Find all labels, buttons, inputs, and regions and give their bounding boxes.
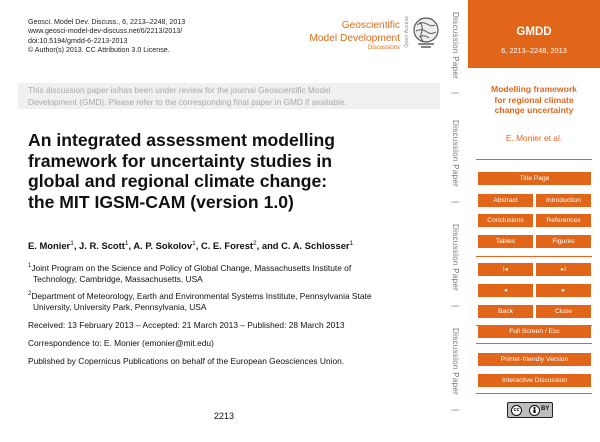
first-page-button[interactable]: I◂	[478, 263, 533, 276]
affiliation	[28, 289, 438, 314]
references-button[interactable]: References	[536, 214, 591, 227]
side-label: Discussion Paper	[451, 120, 460, 188]
author-name: C. E. Forest	[200, 240, 254, 252]
cc-icon: cc	[511, 405, 522, 416]
conclusions-button[interactable]: Conclusions	[478, 214, 533, 227]
person-icon	[530, 406, 539, 415]
author-affiliation-mark: 1	[349, 240, 354, 247]
citation-doi[interactable]: doi:10.5194/gmdd-6-2213-2013	[28, 36, 128, 45]
affiliation-text: Technology, Cambridge, Massachusetts, USA	[33, 274, 203, 285]
side-label: Discussion Paper	[451, 328, 460, 396]
review-line: Development (GMD). Please refer to the corresponding final paper in GMD if available.	[28, 97, 347, 107]
affiliation-text: University, University Park, Pennsylvania, USA	[33, 302, 207, 313]
author-separator: , and	[256, 240, 282, 252]
journal-volume: 6, 2213–2248, 2013	[501, 46, 567, 55]
correspondence: Correspondence to: E. Monier (emonier@mit.edu)	[28, 338, 214, 348]
author-list	[28, 240, 438, 251]
short-title-line: for regional climate	[494, 94, 574, 105]
next-page-button[interactable]: ▸	[536, 284, 591, 297]
affiliation	[28, 261, 438, 286]
author-affiliation-mark: 2	[253, 240, 257, 247]
title-line: An integrated assessment modelling	[28, 130, 335, 150]
author-name: E. Monier	[28, 240, 71, 252]
affiliation-mark: 1	[28, 263, 32, 269]
publisher-note: Published by Copernicus Publications on behalf of the European Geosciences Union.	[28, 356, 345, 366]
journal-name: GMDD	[516, 26, 552, 38]
cc-license-badge[interactable]	[507, 402, 553, 418]
attribution-icon	[529, 405, 540, 416]
title-page-button[interactable]: Title Page	[478, 172, 591, 185]
affiliation-text: Department of Meteorology, Earth and Environmental Systems Institute, Pennsylvania State	[31, 290, 372, 301]
introduction-button[interactable]: Introduction	[536, 194, 591, 207]
fullscreen-button[interactable]: Full Screen / Esc	[478, 325, 591, 338]
journal-logo	[290, 14, 440, 56]
panel-divider	[476, 256, 592, 257]
page-number: 2213	[214, 411, 235, 421]
short-title-line: Modelling framework	[491, 84, 577, 94]
author-affiliation-mark: 1	[192, 240, 196, 247]
panel-divider	[476, 343, 592, 344]
logo-line-2: Model Development	[309, 33, 400, 44]
author-affiliation-mark: 1	[70, 240, 74, 247]
tables-button[interactable]: Tables	[478, 235, 533, 248]
globe-logo-icon	[412, 16, 440, 50]
author-separator: ,	[128, 240, 134, 252]
paper-title	[28, 130, 428, 212]
affiliation-text: Joint Program on the Science and Policy of Global Change, Massachusetts Institute of	[31, 262, 352, 273]
author-affiliation-mark: 1	[124, 240, 129, 247]
citation-block	[28, 18, 185, 56]
author-separator: ,	[73, 240, 80, 252]
logo-line-1: Geoscientific	[341, 20, 400, 31]
title-line: global and regional climate change:	[28, 171, 328, 191]
author-name: A. P. Sokolov	[133, 240, 193, 252]
title-line: framework for uncertainty studies in	[28, 150, 333, 171]
review-notice	[18, 83, 440, 109]
panel-divider	[476, 393, 592, 394]
navigation-panel	[468, 0, 600, 442]
back-button[interactable]: Back	[478, 305, 533, 318]
by-label: BY	[541, 406, 550, 412]
open-access-label: Open Access	[404, 16, 410, 48]
author-name: J. R. Scott	[79, 240, 125, 252]
side-separator: |	[451, 305, 460, 308]
logo-subtitle: Discussions	[367, 45, 400, 51]
previous-page-button[interactable]: ◂	[478, 284, 533, 297]
author-name: C. A. Schlosser	[281, 240, 350, 252]
citation-line: Geosci. Model Dev. Discuss., 6, 2213–2248, 2013	[28, 18, 186, 26]
citation-license: © Author(s) 2013. CC Attribution 3.0 License.	[28, 46, 170, 55]
side-separator: |	[451, 92, 460, 95]
review-line: This discussion paper is/has been under review for the journal Geoscientific Model	[28, 85, 331, 95]
panel-divider	[476, 159, 592, 160]
journal-header	[468, 0, 600, 68]
short-title-line: change uncertainty	[494, 105, 574, 116]
interactive-discussion-button[interactable]: Interactive Discussion	[478, 374, 591, 387]
side-separator: |	[451, 409, 460, 412]
side-separator: |	[451, 201, 460, 204]
side-label: Discussion Paper	[451, 224, 460, 292]
affiliation-mark: 2	[28, 291, 32, 297]
close-button[interactable]: Close	[536, 305, 591, 318]
author-separator: ,	[195, 240, 201, 252]
abstract-button[interactable]: Abstract	[478, 194, 533, 207]
last-page-button[interactable]: ▸I	[536, 263, 591, 276]
short-title	[468, 84, 600, 116]
publication-dates: Received: 13 February 2013 – Accepted: 21 March 2013 – Published: 28 March 2013	[28, 320, 345, 330]
printer-friendly-button[interactable]: Printer-friendly Version	[478, 353, 591, 366]
title-line: the MIT IGSM-CAM (version 1.0)	[28, 191, 294, 212]
citation-url[interactable]: www.geosci-model-dev-discuss.net/6/2213/2013/	[28, 27, 183, 36]
short-author: E. Monier et al.	[505, 133, 563, 143]
side-label: Discussion Paper	[451, 12, 460, 80]
figures-button[interactable]: Figures	[536, 235, 591, 248]
